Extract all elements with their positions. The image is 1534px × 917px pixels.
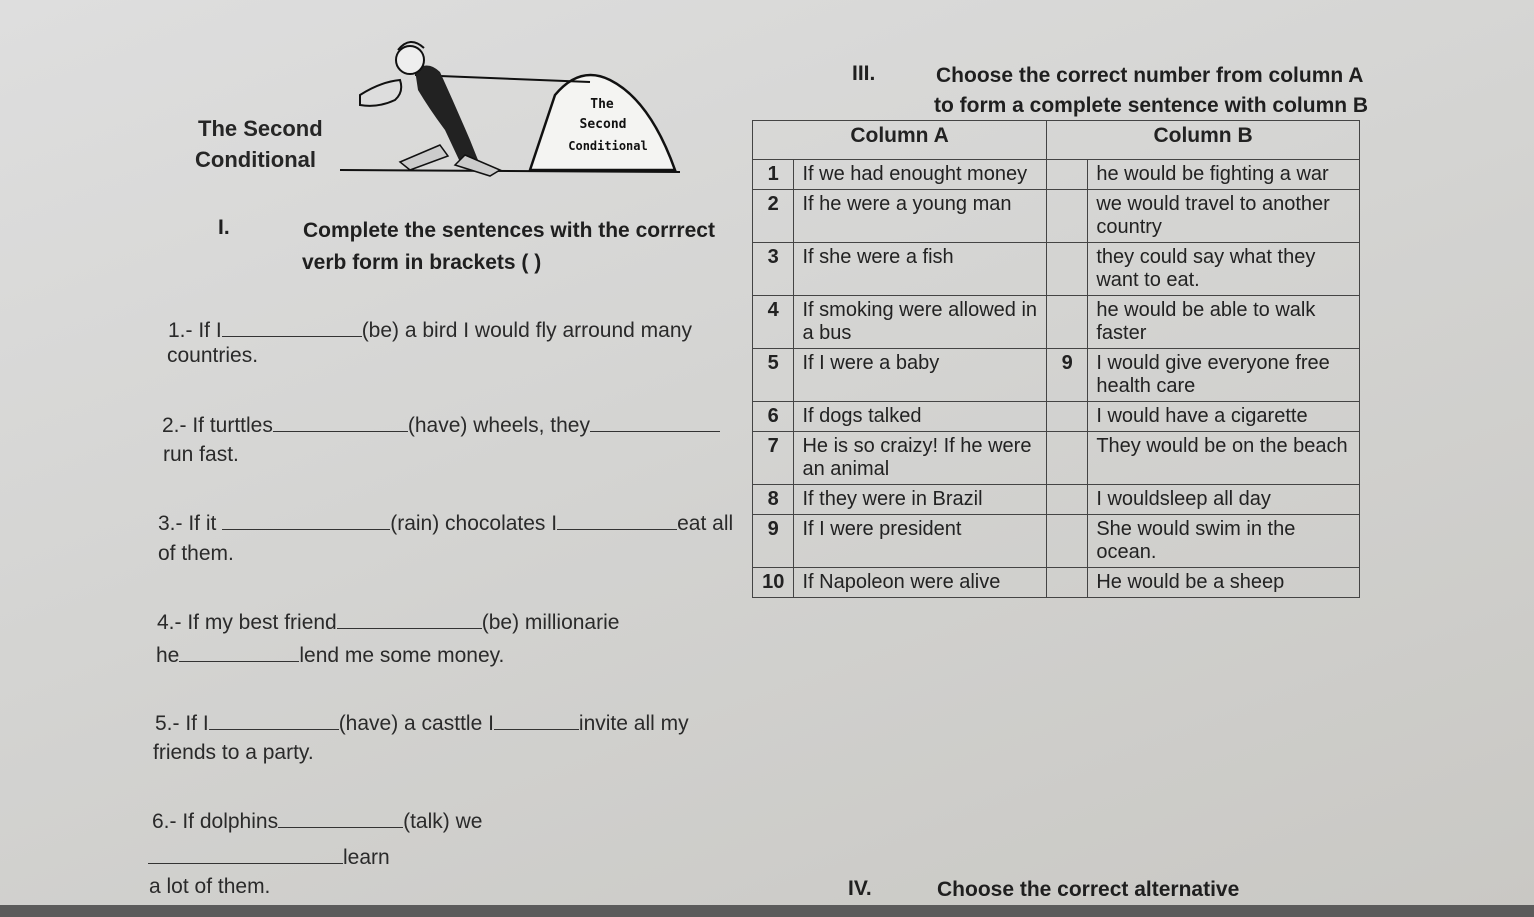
answer-cell[interactable]	[1047, 402, 1088, 432]
column-a-cell: If she were a fish	[794, 243, 1047, 296]
column-a-cell: If he were a young man	[794, 190, 1047, 243]
answer-cell[interactable]	[1047, 243, 1088, 296]
column-a-header: Column A	[753, 121, 1047, 160]
column-b-cell: She would swim in the ocean.	[1088, 515, 1360, 568]
page-bottom-edge	[0, 905, 1534, 917]
table-header-row	[753, 121, 1360, 160]
table-row	[753, 432, 1360, 485]
item3-line2: of them.	[158, 542, 234, 565]
column-b-cell: I would have a cigarette	[1088, 402, 1360, 432]
column-a-cell: If I were president	[794, 515, 1047, 568]
row-number: 7	[753, 432, 794, 485]
item1-line1: 1.- If I (be) a bird I would fly arround many	[168, 319, 693, 342]
column-b-cell: he would be fighting a war	[1088, 160, 1360, 190]
table-row	[753, 243, 1360, 296]
man-pulling-boulder-illustration	[340, 20, 685, 180]
answer-blank[interactable]	[222, 318, 362, 337]
table-row	[753, 349, 1360, 402]
table-row	[753, 160, 1360, 190]
answer-cell[interactable]	[1047, 190, 1088, 243]
answer-blank[interactable]	[209, 711, 339, 730]
answer-cell[interactable]	[1047, 568, 1088, 598]
answer-cell[interactable]	[1047, 432, 1088, 485]
worksheet-title-line1: The Second	[198, 116, 323, 141]
item2-line1: 2.- If turttles (have) wheels, they	[162, 413, 720, 438]
answer-cell[interactable]	[1047, 160, 1088, 190]
table-row	[753, 402, 1360, 432]
row-number: 6	[753, 402, 794, 432]
table-row	[753, 485, 1360, 515]
row-number: 1	[753, 160, 794, 190]
item4-line2: he lend me some money.	[156, 644, 505, 667]
sign-text-line3: Conditional	[568, 139, 648, 153]
section4-number: IV.	[848, 877, 872, 900]
table-row	[753, 515, 1360, 568]
answer-cell[interactable]: 9	[1047, 349, 1088, 402]
item4-line1: 4.- If my best friend (be) millionarie	[157, 611, 620, 634]
item6-line1: 6.- If dolphins (talk) we	[152, 810, 483, 833]
column-b-cell: I wouldsleep all day	[1088, 485, 1360, 515]
item5-line2: friends to a party.	[153, 741, 314, 764]
row-number: 5	[753, 349, 794, 402]
item5-line1: 5.- If I (have) a casttle I invite all my	[155, 712, 689, 735]
column-b-cell: They would be on the beach	[1088, 432, 1360, 485]
table-row	[753, 190, 1360, 243]
section1-instruction-line1: Complete the sentences with the corrrect	[303, 219, 715, 242]
sign-text-line1: The	[590, 97, 614, 112]
answer-blank[interactable]	[337, 610, 482, 629]
item6-line2: learn	[148, 845, 390, 870]
section1-number: I.	[218, 216, 230, 239]
answer-blank[interactable]	[557, 511, 677, 530]
column-b-cell: he would be able to walk faster	[1088, 296, 1360, 349]
answer-blank[interactable]	[222, 511, 390, 530]
column-a-cell: If dogs talked	[794, 402, 1047, 432]
answer-blank[interactable]	[148, 845, 343, 864]
row-number: 10	[753, 568, 794, 598]
row-number: 9	[753, 515, 794, 568]
item3-line1: 3.- If it (rain) chocolates I eat all	[158, 512, 734, 535]
column-b-cell: we would travel to another country	[1088, 190, 1360, 243]
row-number: 4	[753, 296, 794, 349]
answer-blank[interactable]	[590, 413, 720, 432]
column-b-cell: I would give everyone free health care	[1088, 349, 1360, 402]
answer-cell[interactable]	[1047, 485, 1088, 515]
answer-blank[interactable]	[278, 809, 403, 828]
item6-line3: a lot of them.	[149, 875, 271, 898]
sign-text-line2: Second	[579, 117, 627, 132]
section1-instruction-line2: verb form in brackets ( )	[302, 251, 542, 274]
answer-cell[interactable]	[1047, 296, 1088, 349]
column-a-cell: If smoking were allowed in a bus	[794, 296, 1047, 349]
section3-instruction-line2: to form a complete sentence with column B	[934, 94, 1369, 117]
matching-table	[752, 120, 1360, 598]
answer-cell[interactable]	[1047, 515, 1088, 568]
section3-number: III.	[852, 62, 876, 85]
item1-line2: countries.	[167, 344, 259, 367]
column-b-cell: He would be a sheep	[1088, 568, 1360, 598]
column-a-cell: If Napoleon were alive	[794, 568, 1047, 598]
table-row	[753, 296, 1360, 349]
section4-instruction: Choose the correct alternative	[937, 878, 1240, 901]
row-number: 2	[753, 190, 794, 243]
table-row	[753, 568, 1360, 598]
item2-line2: run fast.	[163, 443, 239, 466]
row-number: 3	[753, 243, 794, 296]
column-b-header: Column B	[1047, 121, 1360, 160]
worksheet-title-line2: Conditional	[195, 147, 316, 172]
column-a-cell: If we had enought money	[794, 160, 1047, 190]
column-a-cell: If I were a baby	[794, 349, 1047, 402]
column-b-cell: they could say what they want to eat.	[1088, 243, 1360, 296]
answer-blank[interactable]	[179, 643, 299, 662]
column-a-cell: He is so craizy! If he were an animal	[794, 432, 1047, 485]
section3-instruction-line1: Choose the correct number from column A	[936, 64, 1364, 87]
answer-blank[interactable]	[494, 711, 579, 730]
row-number: 8	[753, 485, 794, 515]
column-a-cell: If they were in Brazil	[794, 485, 1047, 515]
answer-blank[interactable]	[273, 413, 408, 432]
